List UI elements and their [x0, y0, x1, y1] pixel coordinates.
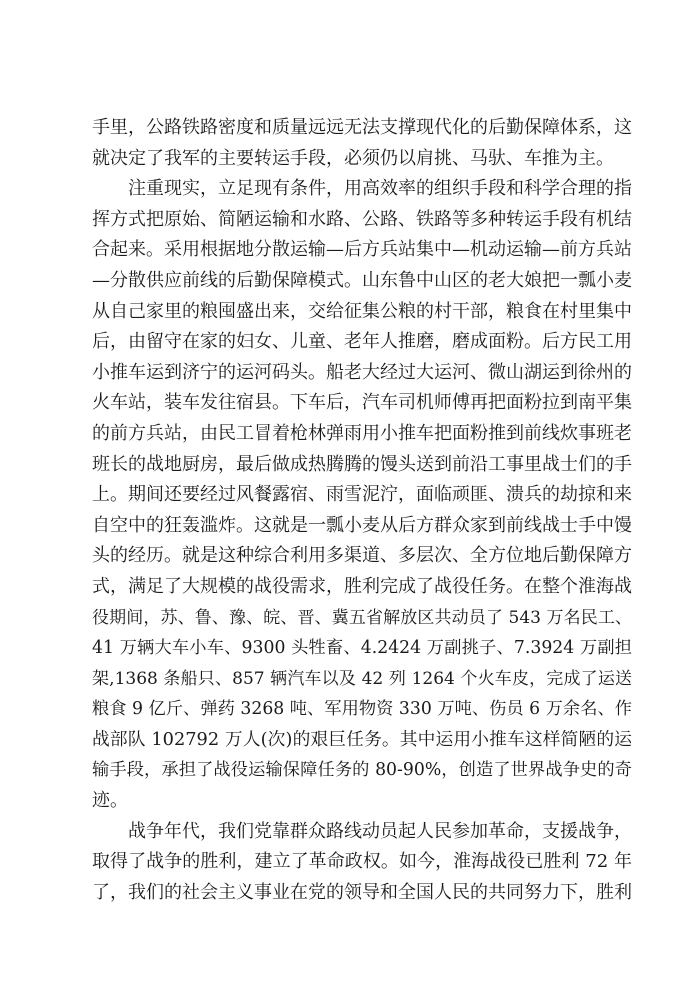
text-line: 迹。 [92, 790, 128, 812]
text-line: 头的经历。就是这种综合利用多渠道、多层次、全方位地后勤保障方 [92, 545, 632, 567]
text-line: 后，由留守在家的妇女、儿童、老年人推磨，磨成面粉。后方民工用 [92, 331, 632, 353]
text-line: 式，满足了大规模的战役需求，胜利完成了战役任务。在整个淮海战 [92, 575, 632, 597]
text-line: 上。期间还要经过风餐露宿、雨雪泥泞，面临顽匪、溃兵的劫掠和来 [92, 484, 632, 506]
text-line: 火车站，装车发往宿县。下车后，汽车司机师傅再把面粉拉到南平集 [92, 392, 632, 414]
text-line: 取得了战争的胜利，建立了革命政权。如今，淮海战役已胜利 72 年 [92, 851, 632, 873]
text-line: —分散供应前线的后勤保障模式。山东鲁中山区的老大娘把一瓢小麦 [92, 269, 632, 291]
text-line: 了，我们的社会主义事业在党的领导和全国人民的共同努力下，胜利 [92, 881, 632, 903]
text-line: 注重现实，立足现有条件，用高效率的组织手段和科学合理的指 [128, 178, 632, 200]
text-line: 输手段，承担了战役运输保障任务的 80-90%，创造了世界战争史的奇 [92, 760, 632, 781]
text-line: 就决定了我军的主要转运手段，必须仍以肩挑、马驮、车推为主。 [92, 147, 614, 169]
text-line: 粮食 9 亿斤、弹药 3268 吨、军用物资 330 万吨、伤员 6 万余名、作 [92, 699, 632, 720]
text-line: 自空中的狂轰滥炸。这就是一瓢小麦从后方群众家到前线战士手中馒 [92, 514, 632, 536]
text-line: 小推车运到济宁的运河码头。船老大经过大运河、微山湖运到徐州的 [92, 361, 632, 383]
text-line: 战部队 102792 万人(次)的艰巨任务。其中运用小推车这样简陋的运 [92, 729, 632, 750]
text-line: 从自己家里的粮囤盛出来，交给征集公粮的村干部，粮食在村里集中 [92, 300, 632, 322]
text-line: 架,1368 条船只、857 辆汽车以及 42 列 1264 个火车皮，完成了运送 [92, 668, 632, 689]
text-line: 合起来。采用根据地分散运输—后方兵站集中—机动运输—前方兵站 [92, 239, 632, 261]
text-line: 的前方兵站，由民工冒着枪林弹雨用小推车把面粉推到前线炊事班老 [92, 422, 632, 444]
text-line: 41 万辆大车小车、9300 头牲畜、4.2424 万副挑子、7.3924 万副担 [92, 638, 632, 659]
text-line: 手里，公路铁路密度和质量远远无法支撑现代化的后勤保障体系，这 [92, 117, 632, 138]
text-line: 役期间，苏、鲁、豫、皖、晋、冀五省解放区共动员了 543 万名民工、 [92, 607, 632, 628]
text-line: 战争年代，我们党靠群众路线动员起人民参加革命，支援战争， [128, 820, 632, 842]
body-text [92, 113, 632, 908]
text-line: 班长的战地厨房，最后做成热腾腾的馒头送到前沿工事里战士们的手 [92, 453, 632, 475]
text-line: 挥方式把原始、简陋运输和水路、公路、铁路等多种转运手段有机结 [92, 208, 632, 230]
